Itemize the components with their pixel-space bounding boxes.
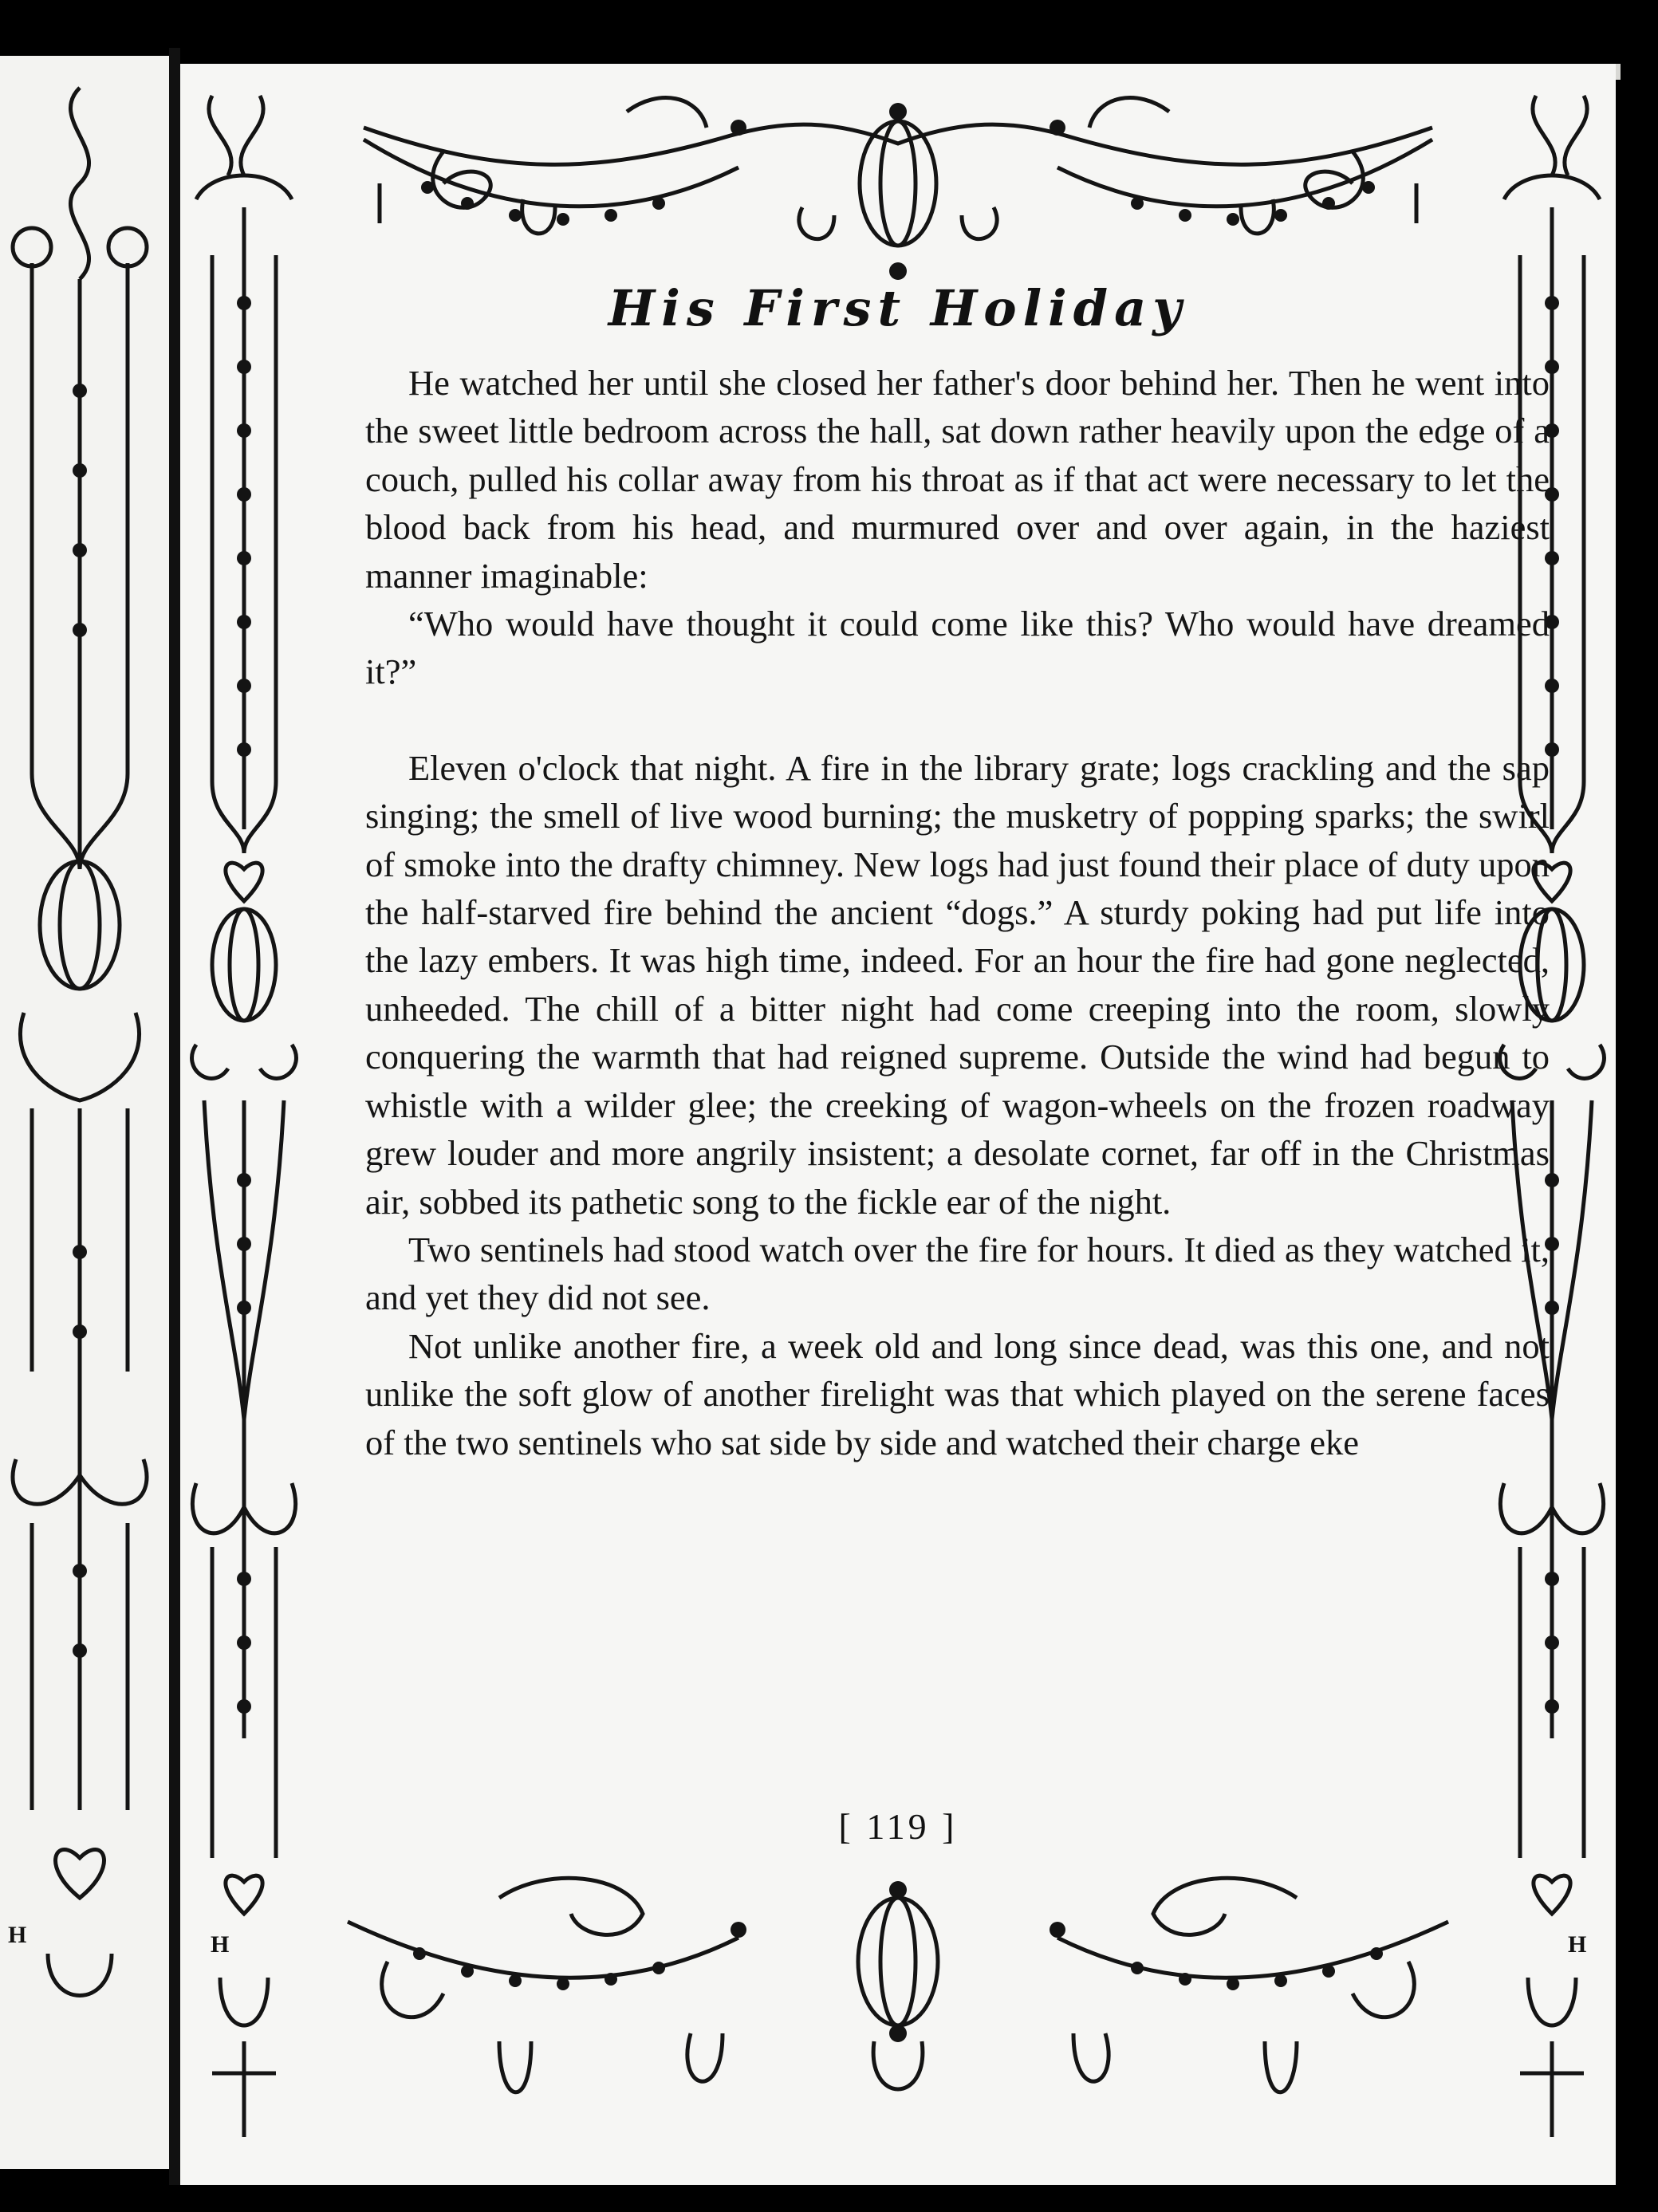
facing-page-border-ornament xyxy=(0,56,169,2169)
body-paragraph: “Who would have thought it could come like this? Who would have dreamed it?” xyxy=(365,604,1550,692)
ornament-letter-right: H xyxy=(1568,1931,1587,1958)
body-paragraph: Eleven o'clock that night. A fire in the library grate; logs crackling and the sap singing; the smell of live wood burning; the musketry of popping sparks; the swirl of smoke into the drafty chimney. New logs had just found their place of duty upon the half-starved fire behind the ancient “dogs.” A sturdy poking had put life into the lazy embers. It was high time, indeed. For an hour the fire had gone neglected, unheeded. The chill of a bitter night had come creeping into the room, slowly conquering the warmth that had reigned supreme. Outside the wind had begun to whistle with a wilder glee; the creeking of wagon-wheels on the frozen roadway grew louder and more angrily insistent; a desolate cornet, far off in the Christmas air, sobbed its pathetic song to the fickle ear of the night. xyxy=(365,747,1550,1222)
article-title: His First Holiday xyxy=(608,279,1188,337)
page-number: [ 119 ] xyxy=(838,1806,958,1847)
body-paragraph: He watched her until she closed her father's door behind her. Then he went into the sweet little bedroom across the hall, sat down rather heavily upon the edge of a couch, pulled his collar away from his throat as if that act were necessary to let the blood back from his head, and murmured over and over again, in the haziest manner imaginable: xyxy=(365,363,1550,596)
ornament-letter-left: H xyxy=(211,1931,230,1958)
book-gutter xyxy=(169,48,180,2185)
facing-page-edge xyxy=(0,56,169,2169)
facing-page-ornament-letter: H xyxy=(8,1922,27,1948)
article-body xyxy=(365,359,1550,1466)
scan-background-edge xyxy=(1616,80,1658,2185)
body-paragraph: Not unlike another fire, a week old and long since dead, was this one, and not unlike the soft glow of another firelight was that which played on the serene faces of the two sentinels who sat side by side and watched their charge eke xyxy=(365,1325,1550,1462)
book-page xyxy=(180,64,1621,2185)
body-paragraph: Two sentinels had stood watch over the fire for hours. It died as they watched it, and yet they did not see. xyxy=(365,1229,1550,1318)
